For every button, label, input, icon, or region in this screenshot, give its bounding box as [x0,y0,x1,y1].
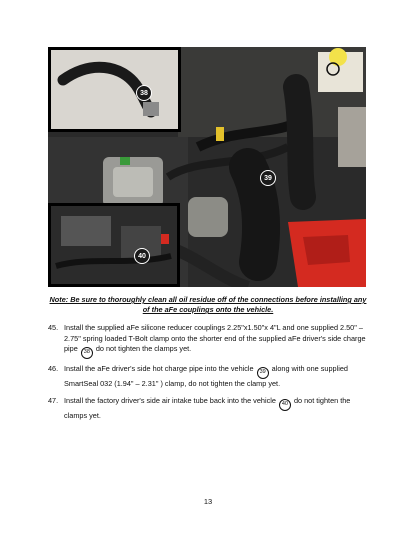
step-text [64,364,366,389]
page-number: 13 [203,497,213,506]
coupling-hose-illustration [51,50,178,129]
intake-inset-photo [48,203,180,287]
step-46 [48,364,366,389]
callout-40: 40 [134,248,150,264]
step-text-before: Install the supplied aFe silicone reducer couplings 2.25"x1.50"x 4"L and one supplied 2.50" – 2.75" spring loaded T-Bolt clamp onto the shorter end of the supplied aFe driver's side charge pipe [64,323,366,353]
step-text-after: do not tighten the clamps yet. [64,396,351,420]
part-ref-40: 40 [279,399,291,411]
step-text-before: Install the aFe driver's side hot charge pipe into the vehicle [64,364,254,373]
callout-39: 39 [260,170,276,186]
intake-tube-illustration [51,206,177,284]
step-number: 45. [48,323,59,332]
step-text [64,323,366,359]
step-text-after: along with one supplied SmartSeal 032 (1.94" – 2.31" ) clamp, do not tighten the clamp yet. [64,364,348,388]
part-ref-38: 38 [81,347,93,359]
part-ref-39: 39 [257,367,269,379]
step-text [64,396,366,421]
cleaning-note: Note: Be sure to thoroughly clean all oil residue off of the connections before installing any of the aFe couplings onto the vehicle. [49,295,367,314]
step-number: 46. [48,364,59,373]
step-text-after: do not tighten the clamps yet. [95,344,192,353]
step-47 [48,396,366,421]
coupling-inset-photo [48,47,181,132]
callout-38: 38 [136,85,152,101]
step-text-before: Install the factory driver's side air intake tube back into the vehicle [64,396,276,405]
step-number: 47. [48,396,59,405]
step-45 [48,323,366,359]
